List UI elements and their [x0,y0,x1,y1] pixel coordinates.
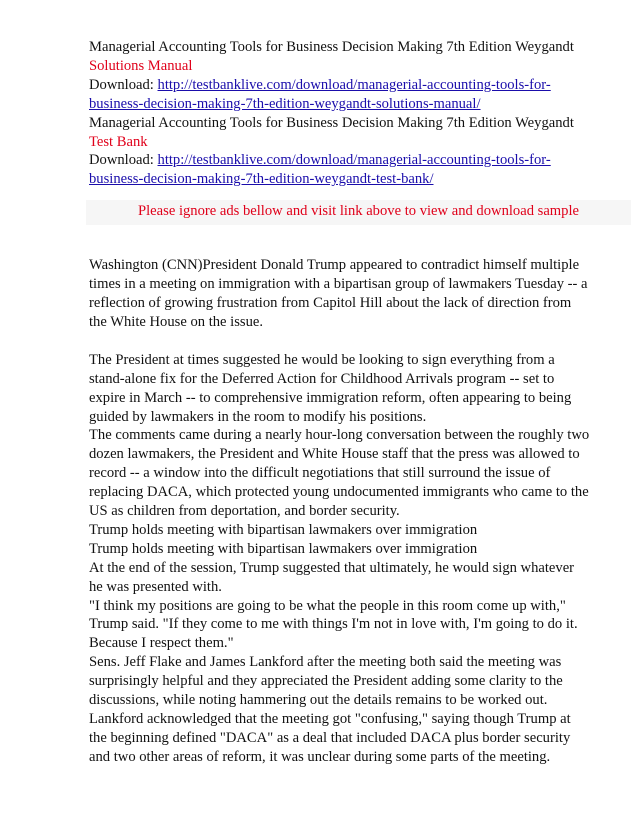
spacer [89,332,629,351]
document-page [89,38,629,767]
article-line: Trump said. "If they come to me with things I'm not in love with, I'm going to do it. [89,616,578,633]
article-line: record -- a window into the difficult negotiations that still surround the issue of [89,465,551,482]
article-line: dozen lawmakers, the President and White House staff that the press was allowed to [89,446,580,463]
book1-download-line2 [89,95,629,114]
article-line: US as children from deportation, and border security. [89,503,400,520]
article-line: reflection of growing frustration from Capitol Hill about the lack of direction from [89,294,572,311]
article-line: the White House on the issue. [89,313,264,330]
article-paragraph-1 [89,256,629,332]
article-line: At the end of the session, Trump suggested that ultimately, he would sign whatever [89,559,575,576]
book1-download-line1 [89,76,629,95]
article-line: "I think my positions are going to be what the people in this room come up with," [89,597,566,614]
article-line: Sens. Jeff Flake and James Lankford after the meeting both said the meeting was [89,654,562,671]
article-line: stand-alone fix for the Deferred Action for Childhood Arrivals program -- set to [89,370,555,387]
article-line: Lankford acknowledged that the meeting got "confusing," saying though Trump at [89,711,571,727]
article-paragraph-2 [89,351,629,767]
article-line: Trump holds meeting with bipartisan lawmakers over immigration [89,521,478,538]
article-line: expire in March -- to comprehensive immigration reform, often appearing to being [89,389,572,406]
book2-link-part1[interactable]: http://testbanklive.com/download/managerial-accounting-tools-for- [157,152,551,169]
notice-banner: Please ignore ads bellow and visit link above to view and download sample [86,200,631,225]
article-line: Trump holds meeting with bipartisan lawmakers over immigration [89,540,478,557]
book2-link-part2[interactable]: business-decision-making-7th-edition-weygandt-test-bank/ [89,171,434,188]
article-line: discussions, while noting hammering out the details remains to be worked out. [89,692,548,709]
spacer [89,225,629,256]
article-line: the beginning defined "DACA" as a deal that included DACA plus border security [89,729,571,746]
article-line: he was presented with. [89,578,222,595]
book1-title: Managerial Accounting Tools for Business Decision Making 7th Edition Weygandt [89,39,574,55]
book2-title: Managerial Accounting Tools for Business Decision Making 7th Edition Weygandt [89,114,574,131]
article-line: The comments came during a nearly hour-long conversation between the roughly two [89,427,590,444]
book2-type: Test Bank [89,133,148,150]
article-line: surprisingly helpful and they appreciated the President adding some clarity to the [89,673,563,690]
article-line: The President at times suggested he would be looking to sign everything from a [89,351,555,368]
article-line: and two other areas of reform, it was unclear during some parts of the meeting. [89,748,551,765]
article-line: Because I respect them." [89,635,234,652]
book1-link-part1[interactable]: http://testbanklive.com/download/managerial-accounting-tools-for- [157,76,551,93]
book1-link-part2[interactable]: business-decision-making-7th-edition-weygandt-solutions-manual/ [89,95,481,112]
article-line: guided by lawmakers in the room to modify his positions. [89,408,427,425]
download-label: Download: [89,76,158,93]
article-line: Washington (CNN)President Donald Trump appeared to contradict himself multiple [89,257,580,274]
book1-type: Solutions Manual [89,57,193,74]
book2-download-line2 [89,170,629,189]
article-line: replacing DACA, which protected young undocumented immigrants who came to the [89,484,589,501]
download-label: Download: [89,152,158,169]
article-line: times in a meeting on immigration with a bipartisan group of lawmakers Tuesday -- a [89,276,588,293]
book2-download-line1 [89,151,629,170]
